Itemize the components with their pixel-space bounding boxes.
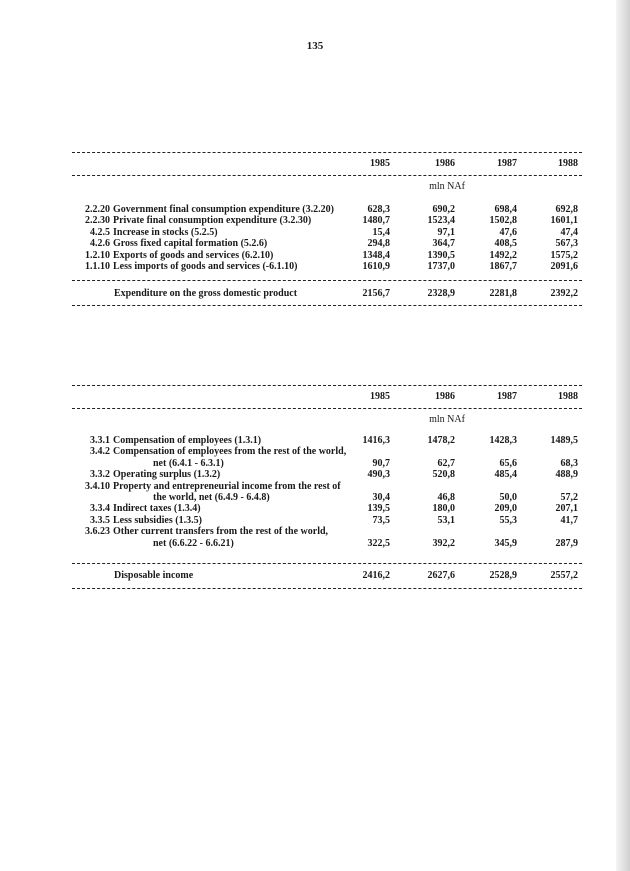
cell-value: 1601,1	[550, 215, 578, 227]
cell-value: 41,7	[560, 514, 578, 526]
row-text-continued: net (6.6.22 - 6.6.21)	[153, 537, 234, 549]
table-row	[72, 238, 582, 249]
cell-value: 345,9	[494, 537, 517, 549]
row-text: Compensation of employees from the rest of the world,	[113, 446, 347, 458]
row-label	[72, 261, 350, 272]
row-code: 3.6.23	[85, 526, 110, 538]
cell-value: 1523,4	[427, 215, 455, 227]
cell-value: 97,1	[437, 226, 455, 238]
table-row	[72, 215, 582, 226]
cell-value: 1575,2	[550, 249, 578, 261]
cell-value: 207,1	[555, 503, 578, 515]
row-label	[72, 515, 350, 526]
row-text: Less subsidies (1.3.5)	[113, 514, 202, 526]
table-row	[72, 469, 582, 480]
cell-value: 1428,3	[489, 435, 517, 446]
row-code: 3.3.2	[90, 469, 110, 481]
cell-value: 180,0	[432, 503, 455, 515]
table-row-continuation	[72, 492, 582, 503]
total-value: 2416,2	[362, 570, 390, 582]
disposable-income-table	[72, 385, 582, 589]
cell-value: 68,3	[560, 457, 578, 469]
row-label	[72, 526, 350, 537]
total-value: 2528,9	[489, 570, 517, 582]
cell-value: 408,5	[494, 238, 517, 250]
cell-value: 1492,2	[489, 249, 517, 261]
table-row	[72, 435, 582, 446]
total-value: 2557,2	[550, 570, 578, 582]
cell-value: 1489,5	[550, 435, 578, 446]
row-text: Other current transfers from the rest of the world,	[113, 526, 329, 538]
row-text: Gross fixed capital formation (5.2.6)	[113, 238, 268, 250]
table-row-continuation	[72, 538, 582, 549]
year-header: 1988	[558, 391, 578, 403]
total-value: 2156,7	[362, 287, 390, 299]
cell-value: 287,9	[555, 537, 578, 549]
cell-value: 1416,3	[362, 435, 390, 446]
row-text: Compensation of employees (1.3.1)	[113, 435, 262, 446]
row-label	[72, 227, 350, 238]
table-row	[72, 446, 582, 457]
cell-value: 46,8	[437, 492, 455, 504]
total-label: Disposable income	[114, 570, 194, 582]
table-row	[72, 515, 582, 526]
row-label	[72, 435, 350, 446]
row-label	[72, 204, 350, 215]
cell-value: 2091,6	[550, 261, 578, 273]
table-row-continuation	[72, 458, 582, 469]
year-header: 1988	[558, 158, 578, 170]
row-text: Increase in stocks (5.2.5)	[113, 226, 218, 238]
cell-value: 520,8	[432, 469, 455, 481]
row-code: 3.3.4	[90, 503, 110, 515]
cell-value: 692,8	[555, 204, 578, 215]
row-label	[72, 503, 350, 514]
cell-value: 62,7	[437, 457, 455, 469]
scan-edge	[616, 0, 630, 871]
unit-label: mln NAf	[429, 181, 465, 192]
cell-value: 485,4	[494, 469, 517, 481]
row-code: 3.3.1	[90, 435, 110, 446]
row-label	[72, 215, 350, 226]
row-text-continued: net (6.4.1 - 6.3.1)	[153, 457, 224, 469]
total-row	[72, 564, 582, 588]
cell-value: 1867,7	[489, 261, 517, 273]
table-row	[72, 526, 582, 537]
table-body	[72, 204, 582, 272]
row-code: 3.3.5	[90, 514, 110, 526]
year-header: 1986	[435, 391, 455, 403]
row-code: 2.2.20	[85, 204, 110, 215]
row-code: 3.4.10	[85, 480, 110, 492]
row-label	[72, 446, 350, 457]
total-label: Expenditure on the gross domestic product	[114, 287, 298, 299]
table-row	[72, 250, 582, 261]
table-body	[72, 435, 582, 549]
page-number: 135	[306, 40, 324, 52]
cell-value: 73,5	[372, 514, 390, 526]
cell-value: 294,8	[367, 238, 390, 250]
cell-value: 392,2	[432, 537, 455, 549]
row-label	[72, 458, 350, 469]
year-header: 1985	[370, 158, 390, 170]
row-code: 4.2.6	[90, 238, 110, 250]
cell-value: 628,3	[367, 204, 390, 215]
total-value: 2392,2	[550, 287, 578, 299]
total-value: 2627,6	[427, 570, 455, 582]
cell-value: 53,1	[437, 514, 455, 526]
cell-value: 1610,9	[362, 261, 390, 273]
total-row	[72, 281, 582, 305]
cell-value: 209,0	[494, 503, 517, 515]
divider	[72, 588, 582, 589]
year-header: 1985	[370, 391, 390, 403]
row-code: 1.2.10	[85, 249, 110, 261]
cell-value: 50,0	[499, 492, 517, 504]
unit-label: mln NAf	[429, 414, 465, 425]
cell-value: 65,6	[499, 457, 517, 469]
cell-value: 690,2	[432, 204, 455, 215]
cell-value: 567,3	[555, 238, 578, 250]
row-text: Government final consumption expenditure (3.2.20)	[113, 204, 334, 215]
table-row	[72, 503, 582, 514]
row-text: Indirect taxes (1.3.4)	[113, 503, 201, 515]
cell-value: 1478,2	[427, 435, 455, 446]
year-header: 1987	[497, 391, 517, 403]
row-label	[72, 238, 350, 249]
cell-value: 30,4	[372, 492, 390, 504]
row-label	[72, 538, 350, 549]
cell-value: 1737,0	[427, 261, 455, 273]
row-label	[72, 469, 350, 480]
cell-value: 55,3	[499, 514, 517, 526]
row-text-continued: the world, net (6.4.9 - 6.4.8)	[153, 492, 270, 504]
row-text: Exports of goods and services (6.2.10)	[113, 249, 274, 261]
row-code: 3.4.2	[90, 446, 110, 458]
cell-value: 47,4	[560, 226, 578, 238]
row-code: 2.2.30	[85, 215, 110, 227]
table-row	[72, 261, 582, 272]
total-value: 2281,8	[489, 287, 517, 299]
row-label	[72, 492, 350, 503]
row-text: Operating surplus (1.3.2)	[113, 469, 221, 481]
cell-value: 57,2	[560, 492, 578, 504]
gdp-expenditure-table	[72, 152, 582, 306]
row-text: Private final consumption expenditure (3.2.30)	[113, 215, 312, 227]
row-label	[72, 481, 350, 492]
cell-value: 1348,4	[362, 249, 390, 261]
table-row	[72, 227, 582, 238]
cell-value: 698,4	[494, 204, 517, 215]
cell-value: 488,9	[555, 469, 578, 481]
table-row	[72, 481, 582, 492]
total-value: 2328,9	[427, 287, 455, 299]
row-code: 4.2.5	[90, 226, 110, 238]
header-row	[72, 153, 582, 175]
cell-value: 1480,7	[362, 215, 390, 227]
row-text: Property and entrepreneurial income from the rest of	[113, 480, 341, 492]
year-header: 1987	[497, 158, 517, 170]
row-label	[72, 250, 350, 261]
cell-value: 139,5	[367, 503, 390, 515]
row-text: Less imports of goods and services (-6.1.10)	[113, 261, 298, 273]
cell-value: 15,4	[372, 226, 390, 238]
cell-value: 364,7	[432, 238, 455, 250]
divider	[72, 305, 582, 306]
cell-value: 490,3	[367, 469, 390, 481]
cell-value: 90,7	[372, 457, 390, 469]
header-row	[72, 386, 582, 408]
year-header: 1986	[435, 158, 455, 170]
cell-value: 47,6	[499, 226, 517, 238]
cell-value: 322,5	[367, 537, 390, 549]
cell-value: 1390,5	[427, 249, 455, 261]
row-code: 1.1.10	[85, 261, 110, 273]
table-row	[72, 204, 582, 215]
cell-value: 1502,8	[489, 215, 517, 227]
